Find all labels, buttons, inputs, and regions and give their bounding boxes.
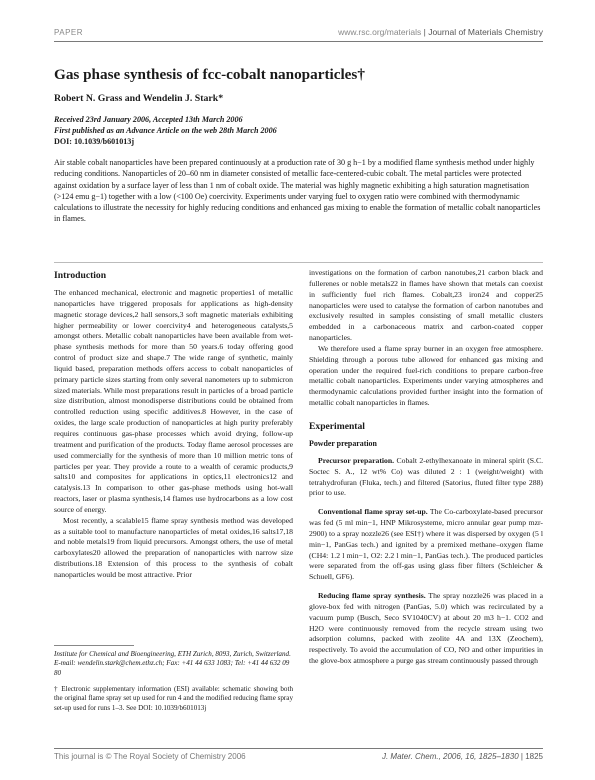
introduction-heading: Introduction [54, 270, 107, 281]
precursor-run-in-heading: Precursor preparation. [318, 455, 395, 465]
journal-url[interactable]: www.rsc.org/materials [338, 27, 422, 37]
header-separator: | [423, 27, 426, 37]
conventional-run-in-heading: Conventional flame spray set-up. [318, 507, 428, 517]
introduction-paragraph-2: Most recently, a scalable15 flame spray synthesis method was developed as a suitable tool to manufacture nanoparticles of metal oxides,16 salts17,18 and noble metals19 from liquid precursors. Amongst others, the use of metal carboxylates20 allowed the preparation of nanoparticles with narrow size distributions.18 Extension of this process to the synthesis of cobalt nanoparticles would be most attractive. Prior [54, 515, 293, 579]
page-number: 1825 [525, 752, 543, 761]
reducing-synthesis-paragraph [309, 591, 543, 667]
conventional-setup-paragraph [309, 507, 543, 583]
first-published: First published as an Advance Article on the web 28th March 2006 [54, 126, 277, 135]
right-column [309, 268, 543, 667]
precursor-paragraph [309, 456, 543, 499]
reducing-text: The spray nozzle26 was placed in a glove-box fed with nitrogen (PanGas, 5.0) which was recirculated by a vacuum pump (Busch, Seco SV1040CV) at about 20 m3 h−1. CO2 and H2O were continuously removed from the recycle stream using two adsorption columns, packed with zeolite 4A and 13X (Zeochem), respectively. To avoid the accumulation of CO, NO and other impurities in the glove-box atmosphere a purge gas stream continuously passed through [309, 591, 543, 666]
conventional-text: The Co-carboxylate-based precursor was fed (5 ml min−1, HNP Mikrosysteme, micro annular gear pump mzr-2900) to a spray nozzle26 (see ESI†) where it was dispersed by oxygen (5 l min−1, PanGas tech.) and ignited by a premixed methane–oxygen flame (CH4: 1.2 l min−1, O2: 2.2 l min−1, PanGas tech.). The produced particles were separated from the off-gas using glass fiber filters (Schleicher & Schuell, GF6). [309, 507, 543, 582]
copyright-notice: This journal is © The Royal Society of Chemistry 2006 [54, 752, 246, 761]
approach-paragraph: We therefore used a flame spray burner in an oxygen free atmosphere. Shielding through a porous tube allowed for enhanced gas mixing and operation under the required fuel-rich conditions to prepare carbon-free metallic cobalt nanoparticles. Experiments under varying atmospheres and thermodynamic calculations provided further insight into the formation of metallic cobalt nanoparticles in flames. [309, 343, 543, 408]
esi-footnote: † Electronic supplementary information (ESI) available: schematic showing both the original flame spray set up used for run 4 and the modified reducing flame spray set-up used for runs 1–3. See DOI: 10.1039/b601013j [54, 685, 293, 712]
footnote-divider [54, 645, 134, 646]
authors: Robert N. Grass and Wendelin J. Stark* [54, 93, 224, 104]
reducing-run-in-heading: Reducing flame spray synthesis. [318, 591, 426, 601]
precursor-text: Cobalt 2-ethylhexanoate in mineral spirit (S.C. Soctec S. A., 12 wt% Co) was diluted 2 : 1 (weight/weight) with tetrahydrofuran (Fluka, tech.) and filtered (Satorius, fluted filter type 288) prior to use. [309, 455, 543, 498]
experimental-heading: Experimental [309, 420, 365, 432]
footer-separator: | [520, 752, 523, 761]
journal-name: Journal of Materials Chemistry [428, 27, 543, 37]
section-label: PAPER [54, 28, 84, 37]
article-title: Gas phase synthesis of fcc-cobalt nanoparticles† [54, 66, 365, 83]
abstract: Air stable cobalt nanoparticles have been prepared continuously at a production rate of 30 g h−1 by a modified flame synthesis method under highly reducing conditions. Nanoparticles of 20–60 nm in diameter consisted of metallic face-centered-cubic cobalt. The metal particles were protected against oxidation by a surface layer of less than 1 nm of cobalt oxide. The material was highly magnetic exhibiting a high saturation magnetisation (>124 emu g−1) together with a low (<100 Oe) coercivity. Experiments under varying fuel to oxygen ratio were combined with thermodynamic calculations to illustrate the necessity for highly reducing conditions and enhanced gas mixing to enable the formation of metallic cobalt nanoparticles in flames. [54, 158, 541, 224]
continued-paragraph: investigations on the formation of carbon nanotubes,21 carbon black and fullerenes or noble metals22 in flames have shown that metals can coexist in sufficiently fuel rich flames. Cobalt,23 iron24 and copper25 nanoparticles were used to catalyse the formation of carbon nanotubes and exclusively resulted in samples consisting of small metallic clusters embedded in a carbonaceous matrix and carbon-coated copper nanoparticles. [309, 268, 543, 343]
journal-header [338, 27, 543, 37]
publication-dates [54, 114, 277, 147]
abstract-divider [54, 262, 543, 263]
doi[interactable]: DOI: 10.1039/b601013j [54, 137, 135, 146]
page-header [54, 26, 543, 42]
citation-text: J. Mater. Chem., 2006, 16, 1825–1830 [381, 752, 519, 761]
received-date: Received 23rd January 2006, Accepted 13th March 2006 [54, 115, 243, 124]
author-affiliation: Institute for Chemical and Bioengineering, ETH Zurich, 8093, Zurich, Switzerland. E-mail: wendelin.stark@chem.ethz.ch; Fax: +41 44 633 1083; Tel: +41 44 632 09 80 [54, 650, 291, 677]
footer-divider [54, 748, 543, 749]
introduction-paragraph-1: The enhanced mechanical, electronic and magnetic properties1 of metallic nanoparticles have triggered proposals for applications as high-density magnetic storage devices,2 hall sensors,3 soft magnetic materials exhibiting higher permeability or lower coercivity4 and heterogeneous catalysts,5 amongst others. Metallic cobalt nanoparticles have been available from wet-phase synthesis methods for more than 50 years.6 today offering good control of product size and shape.7 The wide range of synthetic, mainly liquid based, preparation methods offers access to cobalt nanoparticles of primary particle sizes starting from only several nanometers up to submicron sized materials. While most preparations result in particles of a broad particle size distribution, almost monodisperse distributions could be obtained from controlled reduction using specific additives.8 However, in the case of oxides, the large scale production of nanoparticles at high purity preferably requires continuous gas-phase processes which avoid drying, follow-up treatment and purification of the products. Today flame aerosol processes are used commercially for the synthesis of more than 10 million metric tons of particles per year. They provide a route to a wealth of ceramic products,9 salts10 and composites for applications in optics,11 electronics12 and catalysis.13 In comparison to other gas-phase methods using hot-wall reactors, laser or plasma synthesis,14 flames use hydrocarbons as a low cost source of energy. [54, 288, 293, 514]
journal-citation [382, 752, 543, 761]
powder-preparation-heading: Powder preparation [309, 438, 377, 448]
left-column [54, 270, 293, 581]
